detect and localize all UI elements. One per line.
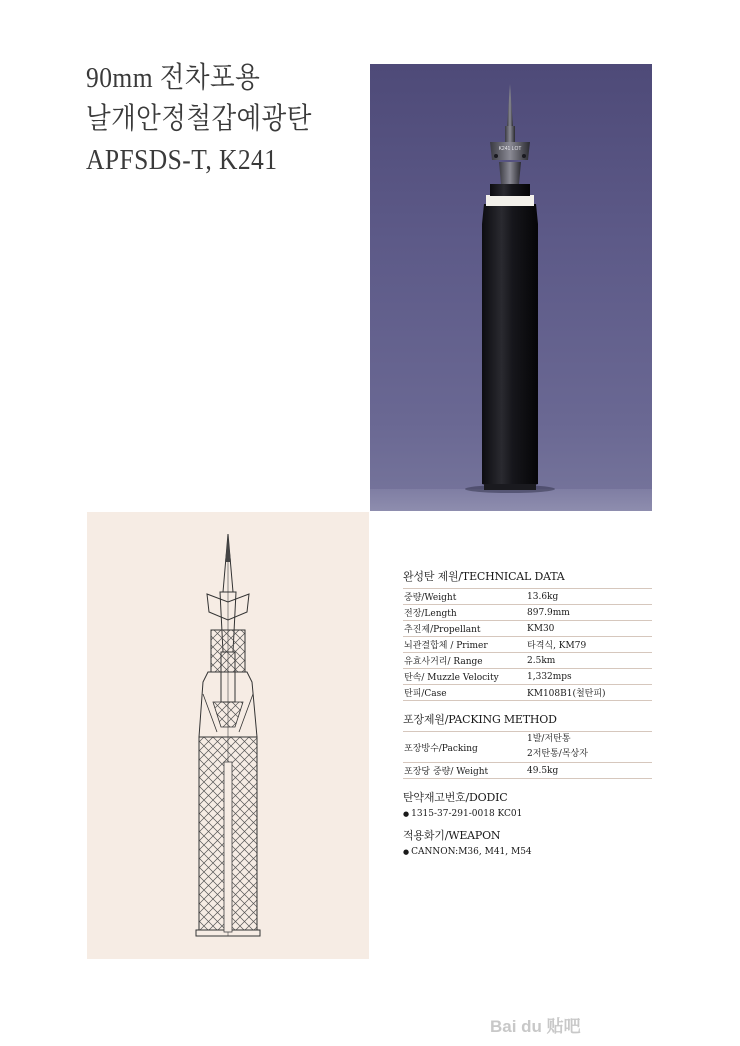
cartridge-cross-section-icon: [87, 512, 369, 959]
table-row: [403, 605, 652, 621]
table-row: [403, 589, 652, 605]
spec-label: 추진제/Propellant: [403, 621, 523, 637]
weapon-value: ● CANNON:M36, M41, M54: [403, 847, 653, 857]
specifications-panel: [403, 568, 653, 861]
spec-value: 타격식, KM79: [523, 637, 652, 653]
spec-value: 13.6kg: [523, 589, 652, 605]
table-row: [403, 763, 652, 779]
technical-data-table: [403, 588, 652, 701]
packing-value-line-2: 2저탄통/목상자: [527, 749, 588, 759]
spec-value: 897.9mm: [523, 605, 652, 621]
packing-weight-label: 포장당 중량/ Weight: [403, 763, 523, 779]
dodic-heading: 탄약재고번호/DODIC: [403, 791, 508, 804]
table-row: [403, 685, 652, 701]
cross-section-drawing: [87, 512, 369, 959]
cartridge-photo-icon: [370, 64, 652, 511]
packing-table: [403, 731, 652, 779]
packing-value-line-1: 1발/저탄통: [527, 734, 571, 744]
title-line-2: 날개안정철갑예광탄: [86, 103, 312, 135]
technical-data-heading: 완성탄 제원/TECHNICAL DATA: [403, 570, 565, 583]
watermark: Bai du 贴吧: [490, 1017, 581, 1036]
dodic-value: ● 1315-37-291-0018 KC01: [403, 809, 653, 819]
title-line-1: 90mm 전차포용: [86, 62, 261, 94]
round-marking: K241 LOT: [498, 146, 522, 152]
packing-label: 포장방수/Packing: [403, 732, 523, 763]
spec-label: 중량/Weight: [403, 589, 523, 605]
title-line-3: APFSDS-T, K241: [86, 144, 278, 176]
table-row: [403, 653, 652, 669]
document-title: [86, 58, 356, 181]
spec-label: 유효사거리/ Range: [403, 653, 523, 669]
spec-label: 탄속/ Muzzle Velocity: [403, 669, 523, 685]
packing-method-heading: 포장제원/PACKING METHOD: [403, 713, 557, 726]
ammunition-photo: [370, 64, 652, 511]
spec-value: 1,332mps: [523, 669, 652, 685]
table-row: [403, 637, 652, 653]
spec-label: 뇌관결합체 / Primer: [403, 637, 523, 653]
spec-label: 전장/Length: [403, 605, 523, 621]
table-row: [403, 732, 652, 763]
spec-label: 탄피/Case: [403, 685, 523, 701]
spec-value: 2.5km: [523, 653, 652, 669]
packing-weight-value: 49.5kg: [523, 763, 652, 779]
spec-value: KM108B1(철탄피): [523, 685, 652, 701]
table-row: [403, 621, 652, 637]
spec-value: KM30: [523, 621, 652, 637]
weapon-heading: 적용화기/WEAPON: [403, 829, 501, 842]
table-row: [403, 669, 652, 685]
packing-value: [523, 732, 652, 763]
